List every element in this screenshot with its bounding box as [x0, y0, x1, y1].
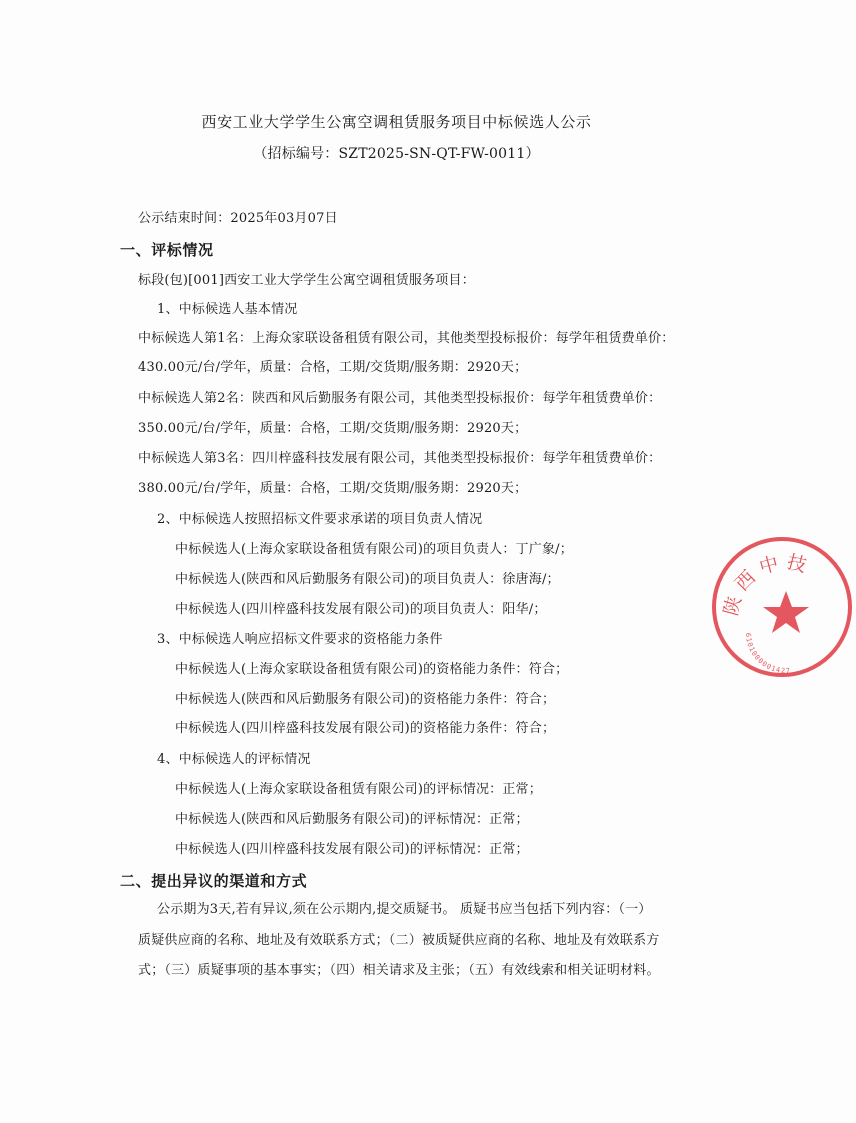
- candidate-line: 中标候选人第3名：四川梓盛科技发展有限公司，其他类型投标报价：每学年租赁费单价：: [138, 451, 662, 466]
- official-seal: [712, 537, 852, 677]
- document-title: 西安工业大学学生公寓空调租赁服务项目中标候选人公示: [201, 113, 592, 131]
- objection-line: 质疑供应商的名称、地址及有效联系方式；（二）被质疑供应商的名称、地址及有效联系方: [138, 933, 660, 948]
- seal-serial: 6101000001427: [743, 632, 792, 676]
- manager-line: 中标候选人(上海众家联设备租赁有限公司)的项目负责人：丁广象/；: [175, 542, 573, 557]
- notice-end-date: 公示结束时间：2025年03月07日: [138, 211, 338, 226]
- evaluation-line: 中标候选人(四川梓盛科技发展有限公司)的评标情况：正常；: [175, 842, 529, 857]
- sub4-heading: 4、中标候选人的评标情况: [157, 752, 311, 767]
- qualification-line: 中标候选人(上海众家联设备租赁有限公司)的资格能力条件：符合；: [175, 662, 569, 677]
- qualification-line: 中标候选人(陕西和风后勤服务有限公司)的资格能力条件：符合；: [175, 692, 556, 707]
- candidate-line: 430.00元/台/学年，质量：合格，工期/交货期/服务期：2920天；: [138, 360, 528, 375]
- manager-line: 中标候选人(四川梓盛科技发展有限公司)的项目负责人：阳华/；: [175, 602, 547, 617]
- seal-star-icon: [763, 591, 809, 633]
- seal-graphic: [716, 541, 856, 681]
- manager-line: 中标候选人(陕西和风后勤服务有限公司)的项目负责人：徐唐海/；: [175, 572, 560, 587]
- bid-number: （招标编号：SZT2025-SN-QT-FW-0011）: [253, 146, 540, 162]
- seal-text: 陕西中技: [719, 550, 815, 619]
- candidate-line: 中标候选人第1名：上海众家联设备租赁有限公司，其他类型投标报价：每学年租赁费单价：: [138, 331, 675, 346]
- sub2-heading: 2、中标候选人按照招标文件要求承诺的项目负责人情况: [157, 512, 483, 527]
- objection-line: 公示期为3天,若有异议,须在公示期内,提交质疑书。 质疑书应当包括下列内容：（一）: [157, 902, 652, 917]
- qualification-line: 中标候选人(四川梓盛科技发展有限公司)的资格能力条件：符合；: [175, 721, 556, 736]
- section2-heading: 二、提出异议的渠道和方式: [120, 872, 308, 890]
- sub1-heading: 1、中标候选人基本情况: [157, 302, 298, 317]
- sub3-heading: 3、中标候选人响应招标文件要求的资格能力条件: [157, 632, 443, 647]
- candidate-line: 380.00元/台/学年，质量：合格，工期/交货期/服务期：2920天；: [138, 481, 528, 496]
- candidate-line: 中标候选人第2名：陕西和风后勤服务有限公司，其他类型投标报价：每学年租赁费单价：: [138, 391, 662, 406]
- objection-line: 式；（三）质疑事项的基本事实；（四）相关请求及主张；（五）有效线索和相关证明材料。: [138, 963, 660, 978]
- candidate-line: 350.00元/台/学年，质量：合格，工期/交货期/服务期：2920天；: [138, 421, 528, 436]
- evaluation-line: 中标候选人(上海众家联设备租赁有限公司)的评标情况：正常；: [175, 782, 542, 797]
- evaluation-line: 中标候选人(陕西和风后勤服务有限公司)的评标情况：正常；: [175, 812, 529, 827]
- section1-heading: 一、评标情况: [120, 241, 214, 259]
- lot-description: 标段(包)[001]西安工业大学学生公寓空调租赁服务项目：: [138, 273, 475, 288]
